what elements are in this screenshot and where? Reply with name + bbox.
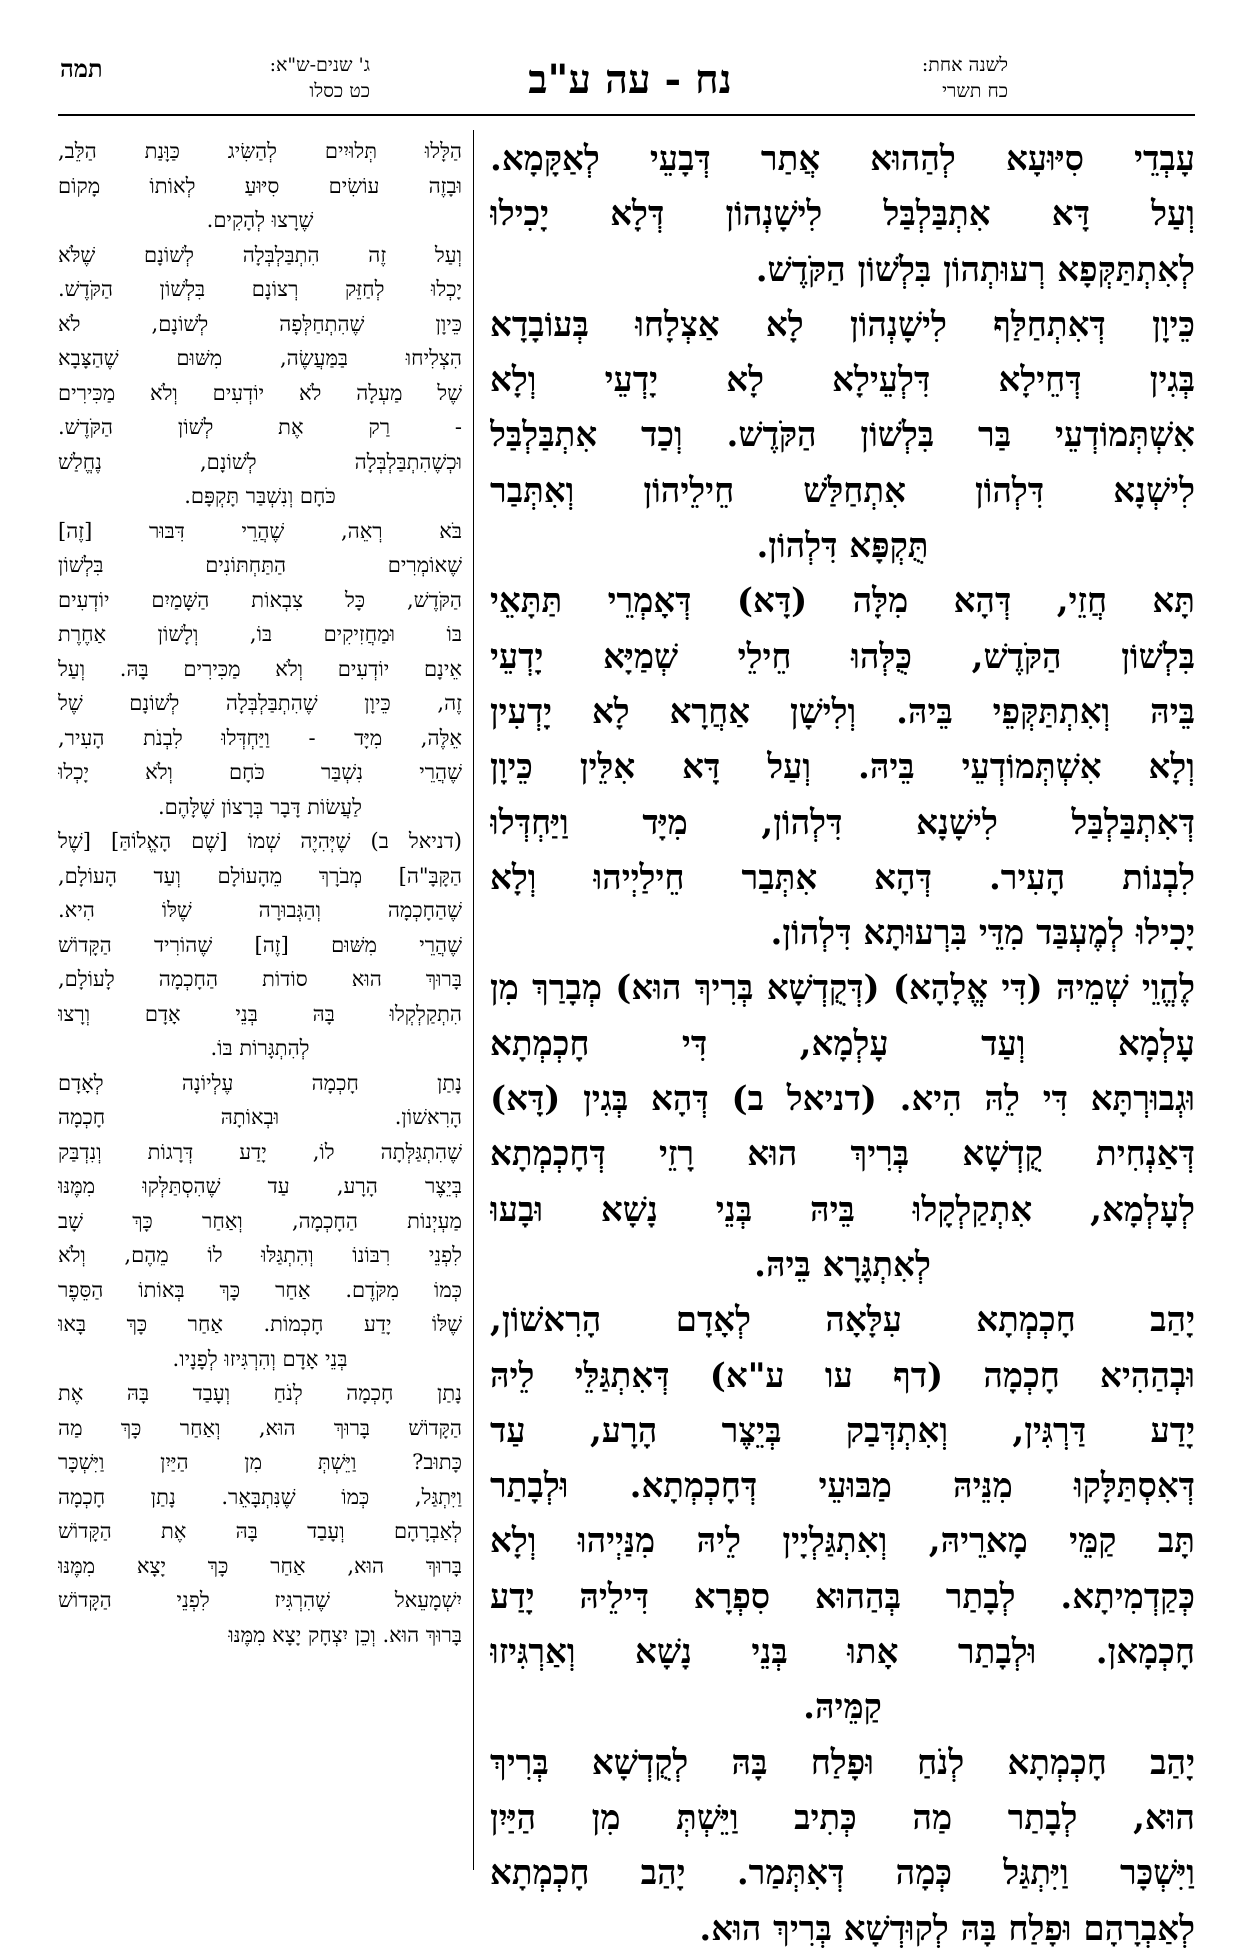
page-number: תמה [60,54,103,83]
translation-line: וּכְשֶׁהִתְבַּלְבְּלָה לְשׁוֹנָם, נֶחֱלַשׁ [58,449,462,474]
main-text-line: יָדַע דַּרְגִּין, וְאִתְדְּבַק בְּיֵצֶר הָרָע, עַד [490,1410,1195,1451]
translation-line: מַעְיְנוֹת הַחָכְמָה, וְאַחַר כָּךְ שָׁב [58,1208,462,1233]
translation-line: בּוֹ וּמַחֲזִיקִים בּוֹ, וְלָשׁוֹן אַחֶרֶת [58,622,462,646]
main-text-line: עָלְמָא וְעַד עָלְמָא, דִּי חָכְמְתָא [490,1023,1195,1064]
translation-column [58,134,462,1652]
translation-line: נָתַן חָכְמָה עֶלְיוֹנָה לְאָדָם [58,1070,462,1095]
translation-line: זֶה, כֵּיוָן שֶׁהִתְבַּלְבְּלָה לְשׁוֹנָם שֶׁל [58,691,462,715]
main-text-line: בֵּיהּ וְאִתְתַּקְּפֵי בֵּיהּ. וְלִישָׁן אַחֲרָא לָא יָדְעִין [490,691,1195,732]
translation-line: וַיִּתְגַּל, כְּמוֹ שֶׁנִּתְבָּאֵר. נָתַן חָכְמָה [58,1484,462,1509]
translation-line: בָּרוּךְ הוּא סוֹדוֹת הַחָכְמָה לָעוֹלָם, [58,967,462,991]
translation-line: שֶׁהִתְגַּלְּתָה לוֹ, יָדַע דְּרָגוֹת וְנִדְבַּק [58,1139,462,1164]
main-text-line: וַיִּשְׁכָּר וַיִּתְגַּל כְּמָה דְּאִתְּמַר. יָהַב חָכְמְתָא [490,1853,1195,1894]
translation-line: בָּרוּךְ הוּא. וְכֵן יִצְחָק יָצָא מִמֶּנּוּ [228,1622,462,1647]
main-text-line: הוּא, לְבָתַר מַה כְּתִיב וַיֵּשְׁתְּ מִן הַיַּיִן [490,1797,1195,1838]
main-text-line: דְּאִסְתַּלָּקוּ מִנֵּיהּ מַבּוּעֵי דְּחָכְמְתָא. וּלְבָתַר [490,1466,1195,1507]
translation-line: - רַק אֶת לְשׁוֹן הַקֹּדֶשׁ. [58,415,462,439]
main-text-line: יָהַב חָכְמְתָא לְנֹחַ וּפָלַח בָּהּ לְקֻדְשָׁא בְּרִיךְ [490,1742,1195,1783]
main-text-line: עָבְדֵי סִיּוּעָא לְהַהוּא אֲתַר דְּבָעֵי לְאַקָּמָא. [490,139,1195,179]
main-text-line: וְעַל דָּא אִתְבַּלְבַּל לִישָׁנְהוֹן דְּלָא יָכִילוּ [490,194,1195,235]
translation-line: נָתַן חָכְמָה לְנֹחַ וְעָבַד בָּהּ אֶת [58,1381,462,1405]
main-text-line: תָּב קַמֵּי מָארֵיהּ, וְאִתְגַּלְיָין לֵיהּ מִנַּיְיהוּ וְלָא [490,1521,1195,1562]
main-text-line: לְאִתְגָּרָא בֵּיהּ. [754,1244,931,1285]
translation-line: שֶׁלּוֹ יָדַע חָכְמוֹת. אַחַר כָּךְ בָּאוּ [58,1312,462,1336]
translation-line: שֶׁרָצוּ לְהָקִים. [206,208,314,232]
translation-line: וּבָזֶה עוֹשִׂים סִיּוּעַ לְאוֹתוֹ מָקוֹם [58,173,462,198]
translation-line: אֵינָם יוֹדְעִים וְלֹא מַכִּירִים בָּהּ. וְעַל [58,656,462,681]
main-text-line: חָכְמָאן. וּלְבָתַר אָתוּ בְּנֵי נָשָׁא וְאַרְגִּיזוּ [490,1632,1195,1673]
translation-line: לִפְנֵי רִבּוֹנוֹ וְהִתְגַּלּוּ לוֹ מֵהֶם, וְלֹא [58,1243,462,1267]
main-text-line: יָכִילוּ לְמֶעְבַּד מִדֵּי בִּרְעוּתָא דִּלְהוֹן. [770,913,1195,954]
translation-line: הַקָּבָּ"ה] מְבֹרָךְ מֵהָעוֹלָם וְעַד הָעוֹלָם, [58,863,462,888]
main-text-line: אִשְׁתְּמוֹדְעֵי בַּר בִּלְשׁוֹן הַקֹּדֶשׁ. וְכַד אִתְבַּלְבַּל [490,415,1195,456]
translation-line: שֶׁל מַעְלָה לֹא יוֹדְעִים וְלֹא מַכִּירִים [58,380,462,405]
main-text-line: כְּקַדְמִיתָא. לְבָתַר בְּהַהוּא סִפְרָא דִּילֵיהּ יָדַע [490,1576,1195,1617]
translation-line: הַלָּלוּ תְּלוּיִים לְהַשִּׂיג כַּוָּנַת הַלֵּב, [58,139,462,163]
main-text-line: דְּאִתְבַּלְבַּל לִישָׁנָא דִּלְהוֹן, מִיָּד וַיַּחְדְּלוּ [490,802,1195,843]
translation-line: לַעֲשׂוֹת דָּבָר בְּרָצוֹן שֶׁלָּהֶם. [157,794,363,819]
main-text-line: לִישְׁנָא דִּלְהוֹן אִתְחַלַּשׁ חֵילֵיהוֹן וְאִתְּבַר [490,470,1195,511]
translation-line: שֶׁאוֹמְרִים הַתַּחְתּוֹנִים בִּלְשׁוֹן [58,553,462,577]
main-text-line: בְּגִין דְּחֵילָא דִּלְעֵילָא לָא יָדְעֵי וְלָא [490,360,1195,401]
main-text-line: תָּא חֲזֵי, דְּהָא מִלָּה (דָּא) דְּאָמְרֵי תַּתָּאֵי [490,581,1195,622]
header-three-years-date: כט כסלו [309,80,370,102]
translation-line: הִצְלִיחוּ בַּמַּעֲשֶׂה, מִשּׁוּם שֶׁהַצָּבָא [58,346,462,370]
translation-line: אֵלֶּה, מִיָּד - וַיַּחְדְּלוּ לִבְנֹת הָעִיר, [58,725,462,750]
main-text-line: לְאִתְתַּקְּפָא רְעוּתְהוֹן בִּלְשׁוֹן הַקֹּדֶשׁ. [755,249,1195,290]
page-title: נח - עה ע"ב [528,56,732,103]
main-text-line: לִבְנוֹת הָעִיר. דְּהָא אִתְּבַר חֵילַיְיהוּ וְלָא [490,857,1195,898]
header-one-year-label: לשנה אחת: [921,54,1008,76]
header-rule [58,114,1195,116]
main-text-line: בִּלְשׁוֹן הַקֹּדֶשׁ, כֻּלְּהוּ חֵילֵי שְׁמַיָּא יָדְעֵי [490,636,1195,677]
translation-line: הַקֹּדֶשׁ, כָּל צִבְאוֹת הַשָּׁמַיִם יוֹדְעִים [58,587,462,612]
translation-line: יִשְׁמָעֵאל שֶׁהִרְגִּיז לִפְנֵי הַקָּדוֹשׁ [58,1588,462,1612]
main-text-column [490,132,1195,1957]
main-text-line: וּבְהַהִיא חָכְמָה (דף עו ע"א) דְּאִתְגַּלֵּי לֵיהּ [490,1355,1195,1396]
translation-line: וְעַל זֶה הִתְבַּלְבְּלָה לְשׁוֹנָם שֶׁלֹּא [58,242,462,267]
main-text-line: יָהַב חָכְמְתָא עִלָּאָה לְאָדָם הָרִאשׁוֹן, [490,1300,1195,1341]
translation-line: לְאַבְרָהָם וְעָבַד בָּהּ אֶת הַקָּדוֹשׁ [58,1519,462,1543]
header-schedule-three-years [140,52,370,116]
translation-line: הָרִאשׁוֹן. וּבְאוֹתָהּ חָכְמָה [58,1105,462,1129]
translation-line: בֹּא רְאֵה, שֶׁהֲרֵי דִּבּוּר [זֶה] [58,518,462,543]
translation-line: הִתְקַלְקְלוּ בָּהּ בְּנֵי אָדָם וְרָצוּ [58,1001,462,1026]
main-text-line: לְעָלְמָא, אִתְקַלְקָלוּ בֵּיהּ בְּנֵי נָשָׁא וּבָעוּ [490,1189,1195,1230]
main-text-line: קַמֵּיהּ. [803,1687,882,1728]
translation-line: בָּרוּךְ הוּא, אַחַר כָּךְ יָצָא מִמֶּנּוּ [58,1553,462,1578]
translation-line: לְהִתְגָּרוֹת בּוֹ. [210,1036,310,1060]
translation-line: יָכְלוּ לְחַזֵּק רְצוֹנָם בִּלְשׁוֹן הַקֹּדֶשׁ. [58,277,462,301]
main-text-line: לְאַבְרָהָם וּפָלַח בָּהּ לְקוּדְשָׁא בְּרִיךְ הוּא. [699,1908,1195,1949]
main-text-line: תֻּקְפָּא דִּלְהוֹן. [756,526,929,567]
main-text-line: דְּאַנְחִית קֻדְשָׁא בְּרִיךְ הוּא רָזֵי דְּחָכְמְתָא [490,1134,1195,1175]
header-three-years-label: ג' שנים-ש"א: [269,54,370,76]
translation-line: הַקָּדוֹשׁ בָּרוּךְ הוּא, וְאַחַר כָּךְ מַה [58,1415,462,1440]
header-one-year-date: כח תשרי [942,80,1008,102]
main-text-line: וּגְבוּרְתָּא דִּי לֵהּ הִיא. (דניאל ב) דְּהָא בְּגִין (דָּא) [490,1079,1195,1120]
translation-line: בְּיֵצֶר הָרָע, עַד שֶׁהִסְתַּלְּקוּ מִמֶּנּוּ [58,1174,462,1198]
translation-line: שֶׁהַחָכְמָה וְהַגְּבוּרָה שֶׁלּוֹ הִיא. [58,898,462,922]
main-text-line: כֵּיוָן דְּאִתְחַלַּף לִישָׁנְהוֹן לָא אַצְלָחוּ בְּעוֹבָדָא [490,304,1195,345]
translation-line: כֹּחָם וְנִשְׁבַּר תָּקְפָּם. [184,484,336,508]
main-text-line: וְלָא אִשְׁתְּמוֹדְעֵי בֵּיהּ. וְעַל דָּא אִלֵּין כֵּיוָן [490,747,1195,788]
translation-line: שֶׁהֲרֵי נִשְׁבַּר כֹּחָם וְלֹא יָכְלוּ [58,760,462,784]
main-text-line: לֶהֱוֵי שְׁמֵיהּ (דִּי אֱלָהָא) (דְּקֻדְשָׁא בְּרִיךְ הוּא) מְבָרַךְ מִן [490,968,1195,1009]
translation-line: כֵּיוָן שֶׁהִתְחַלְּפָה לְשׁוֹנָם, לֹא [58,311,462,336]
translation-line: שֶׁהֲרֵי מִשּׁוּם [זֶה] שֶׁהוֹרִיד הַקָּדוֹשׁ [58,932,462,957]
column-divider [473,130,474,1870]
translation-line: (דניאל ב) שֶׁיְּהִיֶה שְׁמוֹ [שֶׁם הָאֱלוֹהַּ] [שֶׁל [58,829,462,853]
translation-line: בְּנֵי אָדָם וְהִרְגִּיזוּ לְפָנָיו. [172,1346,348,1371]
translation-line: כָּתוּב? וַיֵּשְׁתְּ מִן הַיַּיִן וַיִּשְׁכָּר [58,1450,462,1474]
translation-line: כְּמוֹ מִקֹּדֶם. אַחַר כָּךְ בְּאוֹתוֹ הַסֵּפֶר [58,1277,462,1302]
